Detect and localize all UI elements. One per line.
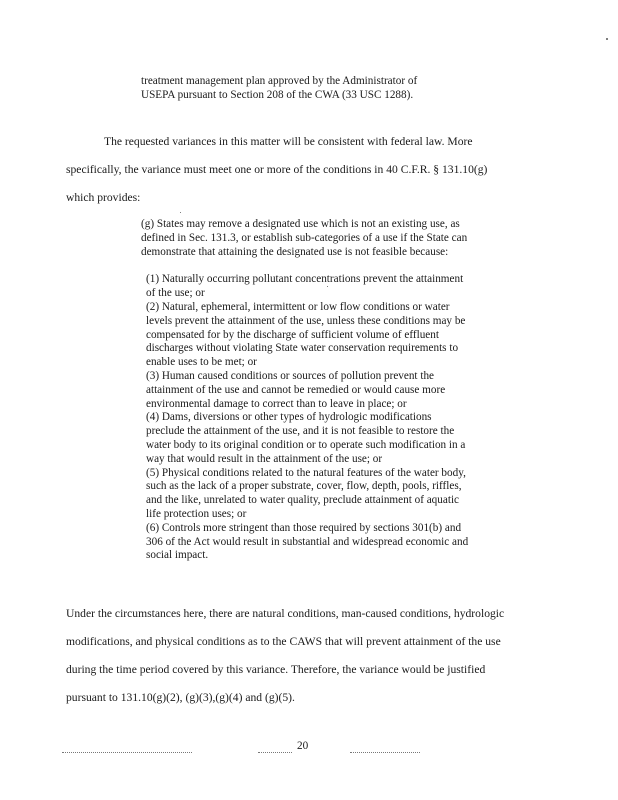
- regulation-condition: (6) Controls more stringent than those required by sections 301(b) and 306 of the Act would result in substantial and widespread economic and social impact.: [146, 521, 469, 562]
- scan-speck: [606, 38, 608, 40]
- footer-rule-right: [350, 752, 420, 753]
- top-quote-line: treatment management plan approved by the Administrator of: [141, 75, 418, 87]
- conclusion-line: modifications, and physical conditions as to the CAWS that will prevent attainment of the use: [66, 635, 501, 648]
- scan-speck: [327, 286, 328, 287]
- top-quote-line: USEPA pursuant to Section 208 of the CWA (33 USC 1288).: [141, 89, 414, 101]
- scan-speck: [180, 212, 181, 213]
- conclusion-line: during the time period covered by this variance. Therefore, the variance would be justified: [66, 663, 486, 676]
- conclusion-line: Under the circumstances here, there are natural conditions, man-caused conditions, hydrologic: [66, 607, 505, 620]
- regulation-condition: (3) Human caused conditions or sources of pollution prevent the attainment of the use and cannot be remedied or would cause more environmental damage to correct than to leave in place; or: [146, 369, 446, 410]
- regulation-condition: (2) Natural, ephemeral, intermittent or low flow conditions or water levels prevent the attainment of the use, unless these conditions may be compensated for by the discharge of sufficient volume of effluent discharges without violating State water conservation requirements to enable uses to be met; or: [146, 300, 466, 369]
- conclusion-paragraph: [66, 600, 536, 712]
- regulation-condition: (1) Naturally occurring pollutant concentrations prevent the attainment of the use; or: [146, 273, 464, 300]
- conclusion-line: pursuant to 131.10(g)(2), (g)(3),(g)(4) and (g)(5).: [66, 691, 295, 704]
- regulation-block-quote: [141, 218, 471, 563]
- regulation-condition: (5) Physical conditions related to the natural features of the water body, such as the lack of a proper substrate, cover, flow, depth, pools, riffles, and the like, unrelated to water quality, preclude attainment of aquatic life protection uses; or: [146, 466, 466, 520]
- regulation-condition: (4) Dams, diversions or other types of hydrologic modifications preclude the attainment of the use, and it is not feasible to restore the water body to its original condition or to operate such modification in a way that would result in the attainment of the use; or: [146, 411, 466, 465]
- intro-line: The requested variances in this matter will be consistent with federal law. More: [104, 135, 473, 148]
- regulation-preamble: (g) States may remove a designated use which is not an existing use, as defined in Sec. 131.3, or establish sub-categories of a use if the State can demonstrate that attaining the designated use is not feasible because:: [141, 218, 468, 258]
- top-block-quote: [141, 74, 471, 102]
- intro-line: specifically, the variance must meet one or more of the conditions in 40 C.F.R. § 131.10(g): [66, 163, 488, 176]
- intro-line: which provides:: [66, 191, 141, 204]
- footer-rule-left: [62, 752, 192, 753]
- page-number: 20: [297, 740, 309, 752]
- intro-paragraph: [66, 128, 536, 212]
- footer-rule-center: [258, 752, 292, 753]
